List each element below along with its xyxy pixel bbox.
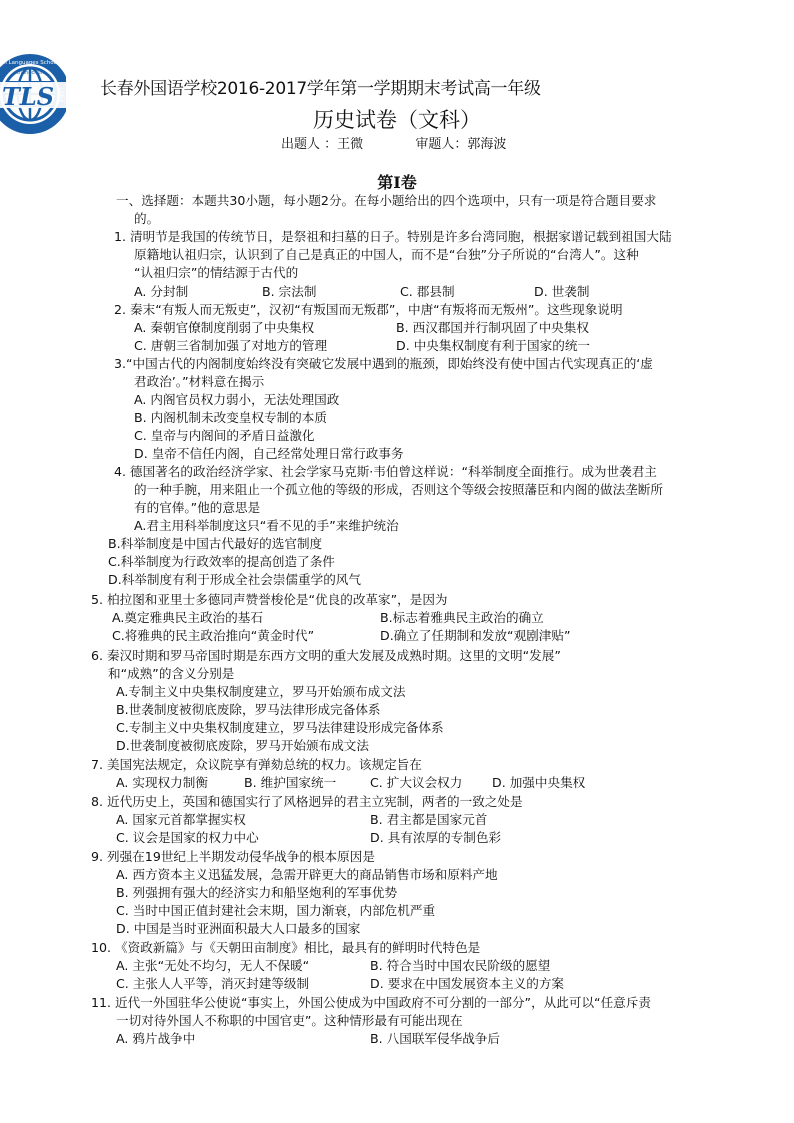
option-a: A. 主张“无处不均匀，无人不保暖“ <box>116 958 310 973</box>
option-c: C. 当时中国正值封建社会末期，国力渐衰，内部危机严重 <box>116 903 436 918</box>
option-d: D. 加强中央集权 <box>492 775 586 790</box>
option-d: D. 中国是当时亚洲面积最大人口最多的国家 <box>116 921 361 936</box>
option-a: A. 内阁官员权力弱小，无法处理国政 <box>134 392 340 407</box>
option-d: D. 要求在中国发展资本主义的方案 <box>370 976 565 991</box>
option-c: C. 扩大议会权力 <box>370 775 463 790</box>
question-stem: 3.“中国古代的内阁制度始终没有突破它发展中遇到的瓶颈，即始终没有使中国古代实现真正的‘虚 <box>114 356 653 371</box>
option-b: B.标志着雅典民主政治的确立 <box>380 610 544 625</box>
question-stem: 7. 美国宪法规定，众议院享有弹劾总统的权力。该规定旨在 <box>91 757 422 772</box>
option-d: D. 中央集权制度有利于国家的统一 <box>396 338 591 353</box>
question-stem: 1. 清明节是我国的传统节日，是祭祖和扫墓的日子。特别是许多台湾同胞，根据家谱记载到祖国大陆 <box>114 229 672 244</box>
option-a: A. 鸦片战争中 <box>116 1031 196 1046</box>
author: 出题人 ：王微 <box>281 137 364 152</box>
question-stem: 8. 近代历史上，英国和德国实行了风格迥异的君主立宪制，两者的一致之处是 <box>91 794 523 809</box>
option-c: C.专制主义中央集权制度建立，罗马法律建设形成完备体系 <box>116 720 444 735</box>
question-stem: “认祖归宗”的情结源于古代的 <box>134 265 299 280</box>
exam-setters <box>281 133 506 152</box>
option-d: D.世袭制度被彻底废除，罗马开始颁布成文法 <box>116 738 369 753</box>
logo-top-text: m Languages School <box>1 60 59 66</box>
option-b: B. 西汉郡国并行制巩固了中央集权 <box>396 320 589 335</box>
question-stem: 一切对待外国人不称职的中国官吏”。这种情形最有可能出现在 <box>116 1013 463 1028</box>
option-d: D.科举制度有利于形成全社会崇儒重学的风气 <box>108 572 361 587</box>
option-c: C.将雅典的民主政治推向“黄金时代” <box>112 628 315 643</box>
reviewer: 审题人：郭海波 <box>415 137 507 152</box>
option-b: B. 列强拥有强大的经济实力和船坚炮利的军事优势 <box>116 885 398 900</box>
question-stem: 4. 德国著名的政治经济学家、社会学家马克斯·韦伯曾这样说：“科举制度全面推行。成为世袭君主 <box>114 464 657 479</box>
question-stem: 原籍地认祖归宗，认识到了自己是真正的中国人，而不是“台独”分子所说的“台湾人”。这种 <box>134 247 639 262</box>
question-stem: 和“成熟”的含义分别是 <box>108 666 235 681</box>
question-stem: 的一种手腕，用来阻止一个孤立他的等级的形成，否则这个等级会按照藩臣和内阁的做法垄断所 <box>134 482 663 497</box>
option-a: A.奠定雅典民主政治的基石 <box>112 610 263 625</box>
question-stem: 有的官俸。”他的意思是 <box>134 500 261 515</box>
option-a: A. 秦朝官僚制度削弱了中央集权 <box>134 320 315 335</box>
exam-subject: 历史试卷（文科） <box>313 108 481 132</box>
logo-city-text: changchun <box>16 70 44 76</box>
school-title: 长春外国语学校2016-2017学年第一学期期末考试高一年级 <box>100 79 541 99</box>
option-a: A. 国家元首都掌握实权 <box>116 812 246 827</box>
instruction-line: 的。 <box>134 211 160 226</box>
option-a: A.专制主义中央集权制度建立，罗马开始颁布成文法 <box>116 684 406 699</box>
option-a: A. 分封制 <box>134 284 189 299</box>
option-a: A. 西方资本主义迅猛发展，急需开辟更大的商品销售市场和原料产地 <box>116 867 498 882</box>
option-c: C. 唐朝三省制加强了对地方的管理 <box>134 338 328 353</box>
logo-year: 1963 <box>58 87 65 103</box>
question-stem: 9. 列强在19世纪上半期发动侵华战争的根本原因是 <box>91 849 375 864</box>
option-c: C.科举制度为行政效率的提高创造了条件 <box>108 554 335 569</box>
option-b: B.世袭制度被彻底废除，罗马法律形成完备体系 <box>116 702 381 717</box>
option-b: B. 内阁机制未改变皇权专制的本质 <box>134 410 327 425</box>
question-stem: 君政治’。”材料意在揭示 <box>134 374 265 389</box>
option-b: B. 宗法制 <box>262 284 317 299</box>
question-stem: 6. 秦汉时期和罗马帝国时期是东西方文明的重大发展及成熟时期。这里的文明“发展” <box>91 648 561 663</box>
option-b: B.科举制度是中国古代最好的选官制度 <box>108 536 323 551</box>
question-stem: 2. 秦末“有叛人而无叛吏”，汉初“有叛国而无叛郡”，中唐“有叛将而无叛州”。这些现象说明 <box>114 302 623 317</box>
option-c: C. 皇帝与内阁间的矛盾日益激化 <box>134 428 315 443</box>
option-d: D. 皇帝不信任内阁，自己经常处理日常行政事务 <box>134 446 404 461</box>
option-c: C. 郡县制 <box>400 284 455 299</box>
question-stem: 10. 《资政新篇》与《天朝田亩制度》相比，最具有的鲜明时代特色是 <box>91 940 481 955</box>
option-d: D.确立了任期制和发放“观剧津贴” <box>380 628 571 643</box>
option-b: B. 符合当时中国农民阶级的愿望 <box>370 958 551 973</box>
logo-letters: TLS <box>1 82 55 111</box>
option-b: B. 君主都是国家元首 <box>370 812 488 827</box>
volume-heading: 第Ⅰ卷 <box>377 173 417 192</box>
option-d: D. 具有浓厚的专制色彩 <box>370 830 502 845</box>
option-d: D. 世袭制 <box>534 284 590 299</box>
option-b: B. 八国联军侵华战争后 <box>370 1031 500 1046</box>
option-c: C. 议会是国家的权力中心 <box>116 830 259 845</box>
question-stem: 5. 柏拉图和亚里士多德同声赞誉梭伦是“优良的改革家”，是因为 <box>91 592 448 607</box>
question-stem: 11. 近代一外国驻华公使说“事实上，外国公使成为中国政府不可分割的一部分”，从此可以“任意斥责 <box>91 995 651 1010</box>
option-c: C. 主张人人平等，消灭封建等级制 <box>116 976 310 991</box>
option-b: B. 维护国家统一 <box>244 775 337 790</box>
option-a: A.君主用科举制度这只“看不见的手”来维护统治 <box>134 518 399 533</box>
option-a: A. 实现权力制衡 <box>116 775 208 790</box>
instruction-line: 一、选择题：本题共30小题，每小题2分。在每小题给出的四个选项中，只有一项是符合题目要求 <box>116 193 657 208</box>
